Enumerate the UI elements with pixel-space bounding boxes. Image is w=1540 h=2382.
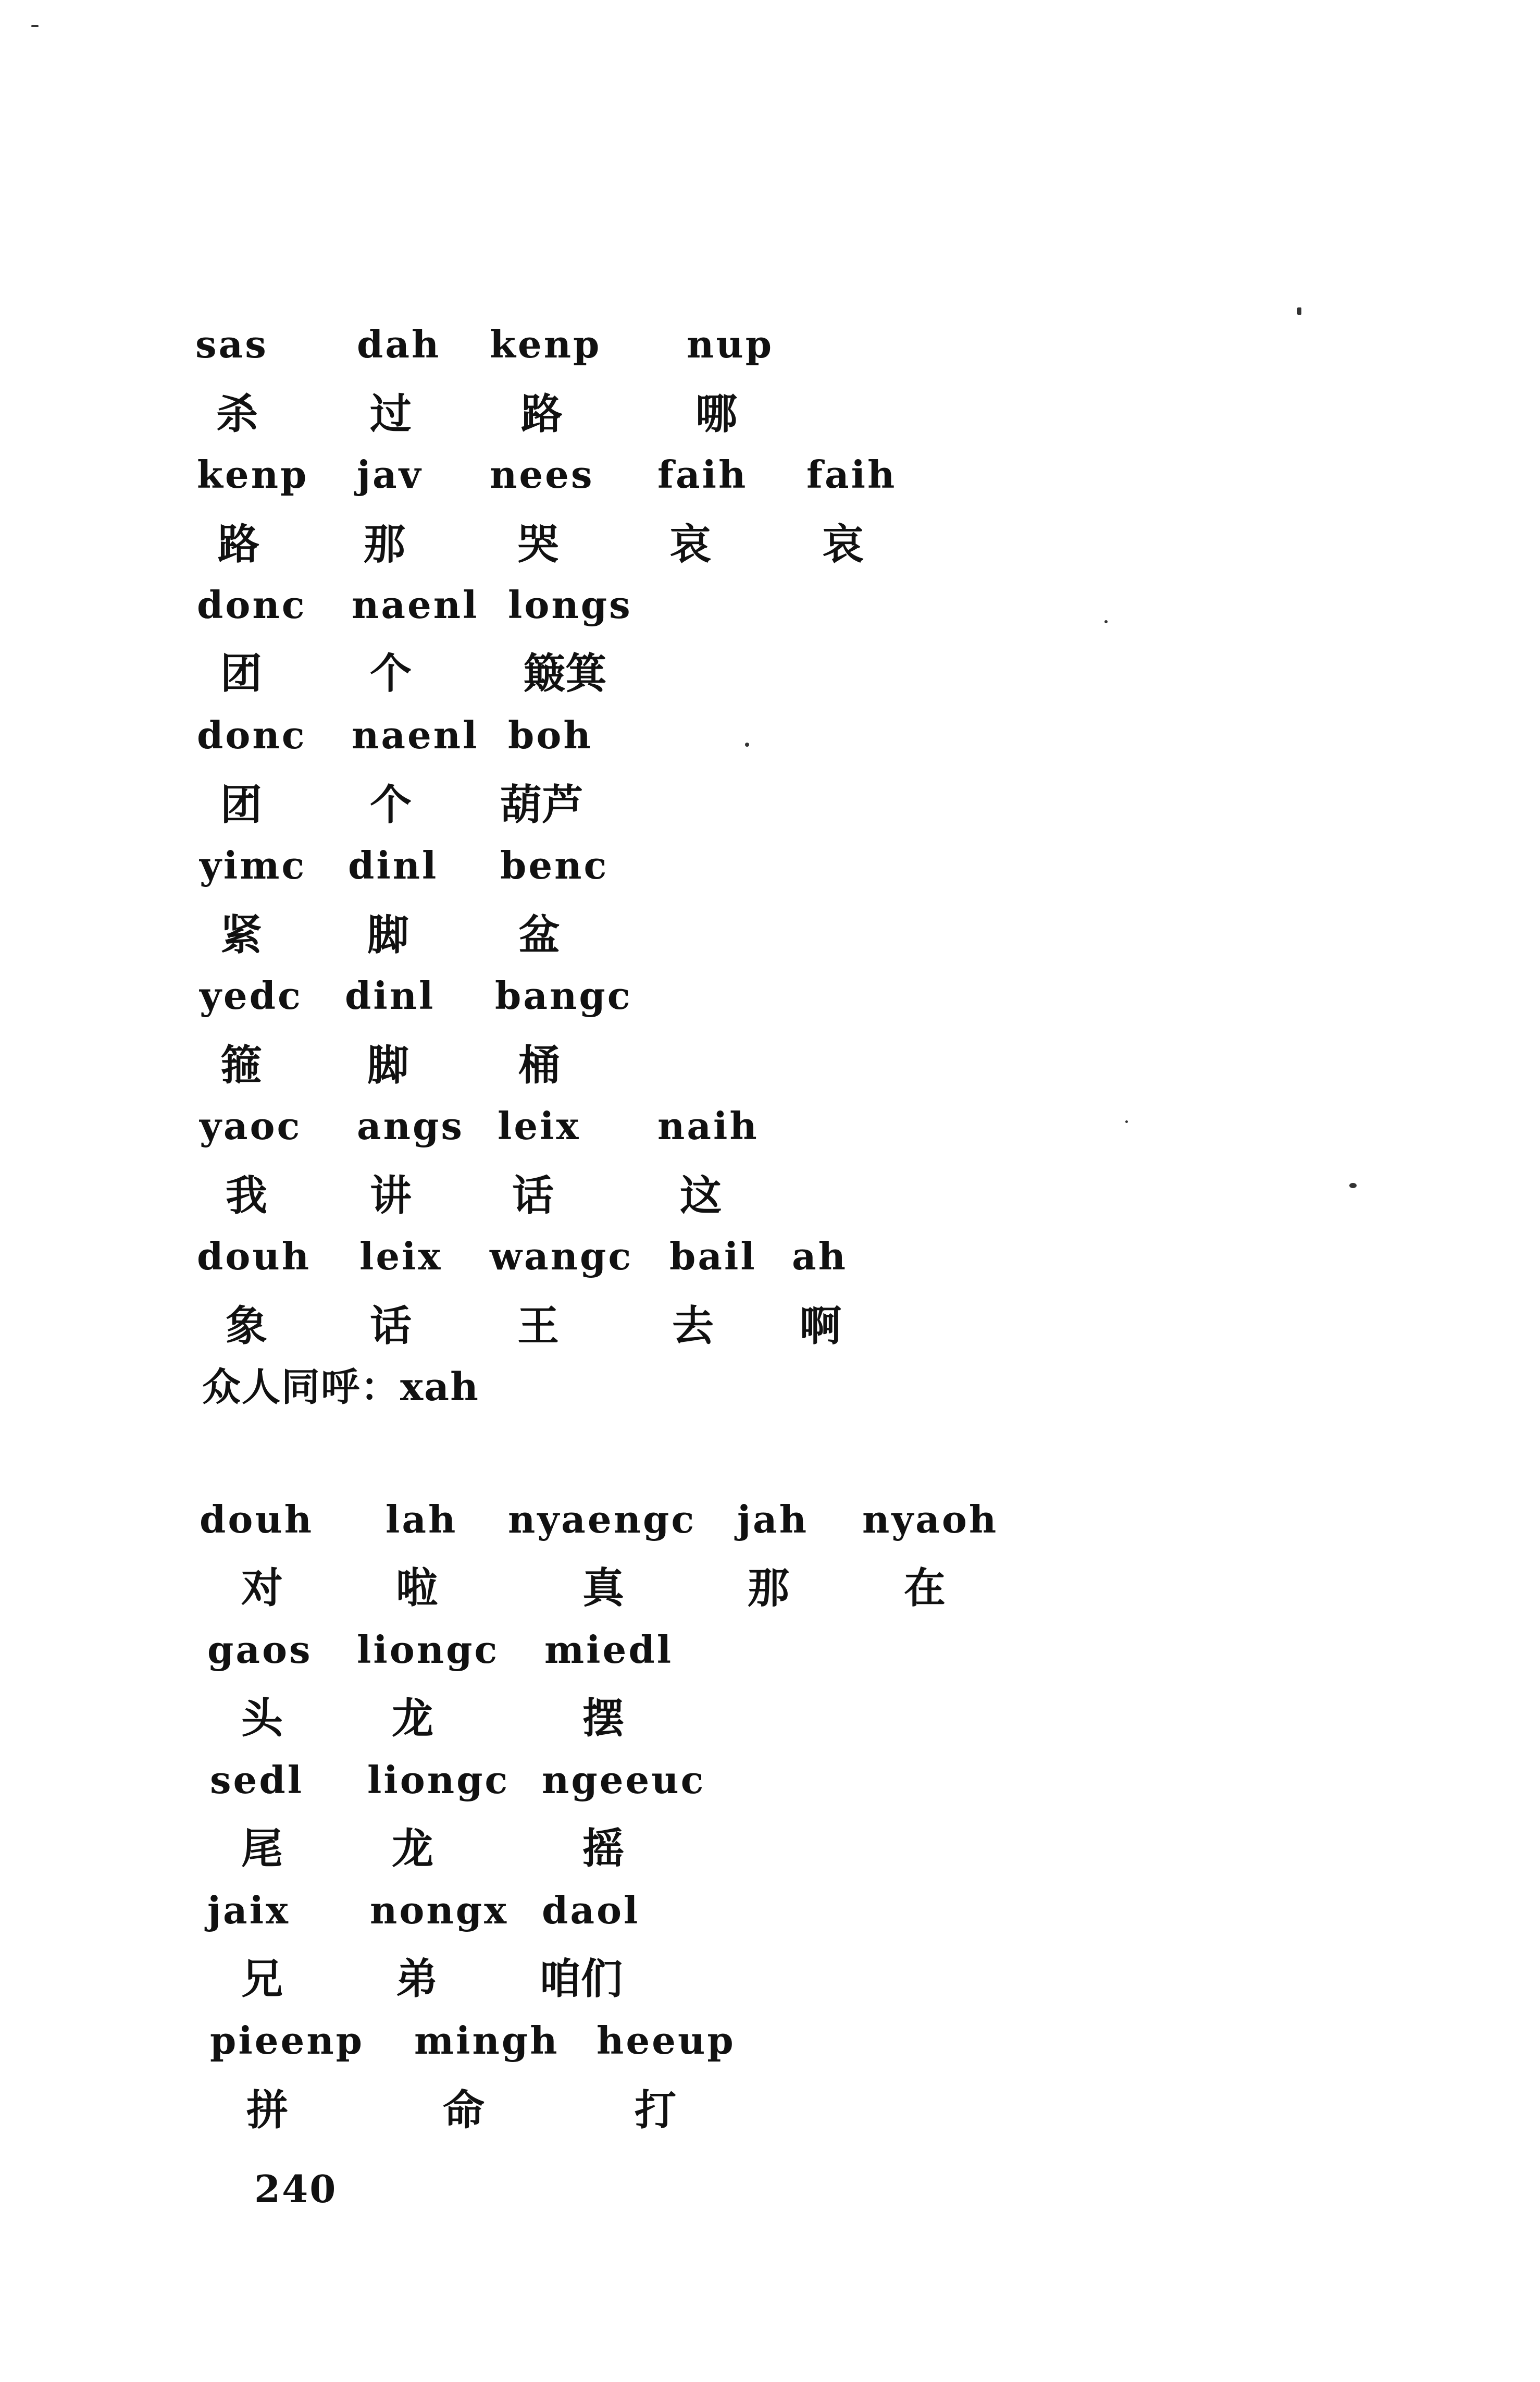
chinese-gloss: 拼 — [246, 2086, 288, 2134]
chinese-gloss-line — [0, 1171, 1540, 1232]
romanized-line — [0, 1234, 1540, 1295]
chinese-gloss: 团 — [220, 781, 262, 829]
romanized-word: jaix — [207, 1888, 290, 1932]
romanized-word: kenp — [197, 452, 309, 497]
chinese-gloss: 箍 — [220, 1041, 262, 1090]
romanized-line — [0, 1888, 1540, 1949]
romanized-word: boh — [508, 713, 593, 757]
romanized-line — [0, 843, 1540, 904]
scan-speck — [31, 25, 39, 27]
romanized-word: liongc — [357, 1627, 500, 1672]
chinese-gloss: 对 — [241, 1564, 283, 1612]
scan-speck — [1297, 307, 1301, 315]
romanized-word: liongc — [367, 1758, 510, 1802]
chinese-gloss: 团 — [220, 649, 262, 698]
chinese-gloss: 去 — [672, 1302, 714, 1350]
chinese-gloss-line — [0, 520, 1540, 581]
chinese-gloss: 个 — [370, 781, 412, 829]
romanized-word: nees — [490, 452, 594, 497]
chinese-gloss: 路 — [521, 390, 563, 438]
chorus-text: 众人同呼：xah — [202, 1365, 479, 1410]
chinese-gloss: 讲 — [370, 1171, 412, 1220]
chinese-gloss: 路 — [218, 520, 259, 569]
chinese-gloss-line — [0, 1955, 1540, 2016]
romanized-word: naenl — [352, 583, 479, 627]
romanized-word: pieenp — [210, 2018, 365, 2063]
chinese-gloss: 话 — [512, 1171, 554, 1220]
romanized-word: mingh — [414, 2018, 560, 2063]
chinese-gloss: 摆 — [582, 1694, 624, 1743]
chinese-gloss: 咱们 — [539, 1955, 623, 2003]
chinese-gloss: 龙 — [392, 1694, 433, 1743]
romanized-word: ah — [792, 1234, 848, 1278]
chinese-gloss-line — [0, 1041, 1540, 1102]
romanized-line — [0, 1627, 1540, 1688]
chinese-gloss-line — [0, 1302, 1540, 1363]
romanized-line — [0, 973, 1540, 1034]
romanized-word: faih — [806, 452, 897, 497]
chinese-gloss: 啊 — [800, 1302, 841, 1350]
romanized-word: nup — [687, 322, 774, 366]
chinese-gloss: 脚 — [367, 911, 409, 959]
chinese-gloss: 哀 — [669, 520, 711, 569]
chinese-gloss: 脚 — [367, 1041, 409, 1090]
romanized-word: bail — [669, 1234, 757, 1278]
romanized-line — [0, 1104, 1540, 1165]
romanized-word: lah — [386, 1497, 458, 1541]
romanized-line — [0, 1497, 1540, 1558]
romanized-word: heeup — [597, 2018, 736, 2063]
romanized-word: dinl — [348, 843, 439, 887]
romanized-word: nyaengc — [508, 1497, 697, 1541]
chinese-gloss: 过 — [370, 390, 412, 438]
romanized-word: kenp — [490, 322, 602, 366]
chinese-gloss-line — [0, 911, 1540, 972]
romanized-word: leix — [498, 1104, 581, 1148]
chinese-gloss: 个 — [370, 649, 412, 698]
romanized-word: yimc — [200, 843, 307, 887]
chinese-gloss: 那 — [748, 1564, 789, 1612]
chinese-gloss: 王 — [517, 1302, 559, 1350]
romanized-word: wangc — [490, 1234, 634, 1278]
chinese-gloss: 哀 — [822, 520, 864, 569]
chinese-gloss: 那 — [364, 520, 405, 569]
romanized-word: longs — [508, 583, 632, 627]
romanized-word: donc — [197, 583, 307, 627]
romanized-word: douh — [200, 1497, 314, 1541]
romanized-word: sas — [195, 322, 268, 366]
chinese-gloss: 紧 — [220, 911, 262, 959]
romanized-word: gaos — [207, 1627, 313, 1672]
chinese-gloss: 簸箕 — [524, 649, 607, 698]
chinese-gloss-line — [0, 1564, 1540, 1625]
romanized-word: naih — [657, 1104, 759, 1148]
chinese-gloss: 象 — [226, 1302, 267, 1350]
romanized-line — [0, 452, 1540, 513]
chinese-gloss: 盆 — [518, 911, 560, 959]
romanized-word: sedl — [210, 1758, 304, 1802]
romanized-word: benc — [500, 843, 609, 887]
chinese-gloss: 兄 — [241, 1955, 283, 2003]
chinese-gloss-line — [0, 649, 1540, 710]
romanized-line — [0, 583, 1540, 644]
romanized-line — [0, 713, 1540, 774]
romanized-word: bangc — [495, 973, 632, 1018]
romanized-word: nyaoh — [862, 1497, 999, 1541]
romanized-word: jah — [737, 1497, 809, 1541]
chinese-gloss: 命 — [443, 2086, 485, 2134]
chinese-gloss: 话 — [370, 1302, 412, 1350]
chinese-gloss: 啦 — [396, 1564, 438, 1612]
romanized-word: dinl — [345, 973, 436, 1018]
chinese-gloss: 我 — [226, 1171, 267, 1220]
chinese-gloss: 真 — [582, 1564, 624, 1612]
romanized-word: nongx — [370, 1888, 508, 1932]
chinese-gloss-line — [0, 390, 1540, 451]
chinese-gloss: 头 — [241, 1694, 283, 1743]
chinese-gloss: 哭 — [517, 520, 559, 569]
romanized-word: yaoc — [200, 1104, 302, 1148]
romanized-word: dah — [357, 322, 441, 366]
scan-speck — [1125, 1120, 1128, 1123]
chorus-line — [0, 1365, 1540, 1425]
chinese-gloss: 在 — [904, 1564, 946, 1612]
romanized-word: angs — [357, 1104, 464, 1148]
scan-speck — [745, 743, 749, 747]
chinese-gloss: 杀 — [216, 390, 258, 438]
chinese-gloss-line — [0, 1694, 1540, 1755]
romanized-word: ngeeuc — [542, 1758, 706, 1802]
romanized-word: faih — [657, 452, 748, 497]
scan-speck — [1104, 620, 1108, 623]
romanized-line — [0, 2018, 1540, 2079]
chinese-gloss-line — [0, 781, 1540, 842]
romanized-word: donc — [197, 713, 307, 757]
chinese-gloss: 摇 — [582, 1824, 624, 1873]
chinese-gloss: 打 — [635, 2086, 676, 2134]
chinese-gloss: 龙 — [392, 1824, 433, 1873]
chinese-gloss: 哪 — [696, 390, 737, 438]
romanized-word: miedl — [544, 1627, 674, 1672]
chinese-gloss-line — [0, 1824, 1540, 1885]
romanized-word: leix — [359, 1234, 443, 1278]
romanized-word: naenl — [352, 713, 479, 757]
chinese-gloss-line — [0, 2086, 1540, 2147]
romanized-line — [0, 1758, 1540, 1819]
chinese-gloss: 尾 — [241, 1824, 283, 1873]
page-number: 240 — [254, 2167, 338, 2211]
scan-speck — [1349, 1183, 1357, 1188]
romanized-word: jav — [357, 452, 423, 497]
romanized-word: douh — [197, 1234, 312, 1278]
romanized-word: daol — [542, 1888, 640, 1932]
romanized-line — [0, 322, 1540, 383]
romanized-word: yedc — [200, 973, 303, 1018]
chinese-gloss: 葫芦 — [500, 781, 583, 829]
chinese-gloss: 桶 — [518, 1041, 560, 1090]
chinese-gloss: 这 — [680, 1171, 722, 1220]
chinese-gloss: 弟 — [396, 1955, 438, 2003]
